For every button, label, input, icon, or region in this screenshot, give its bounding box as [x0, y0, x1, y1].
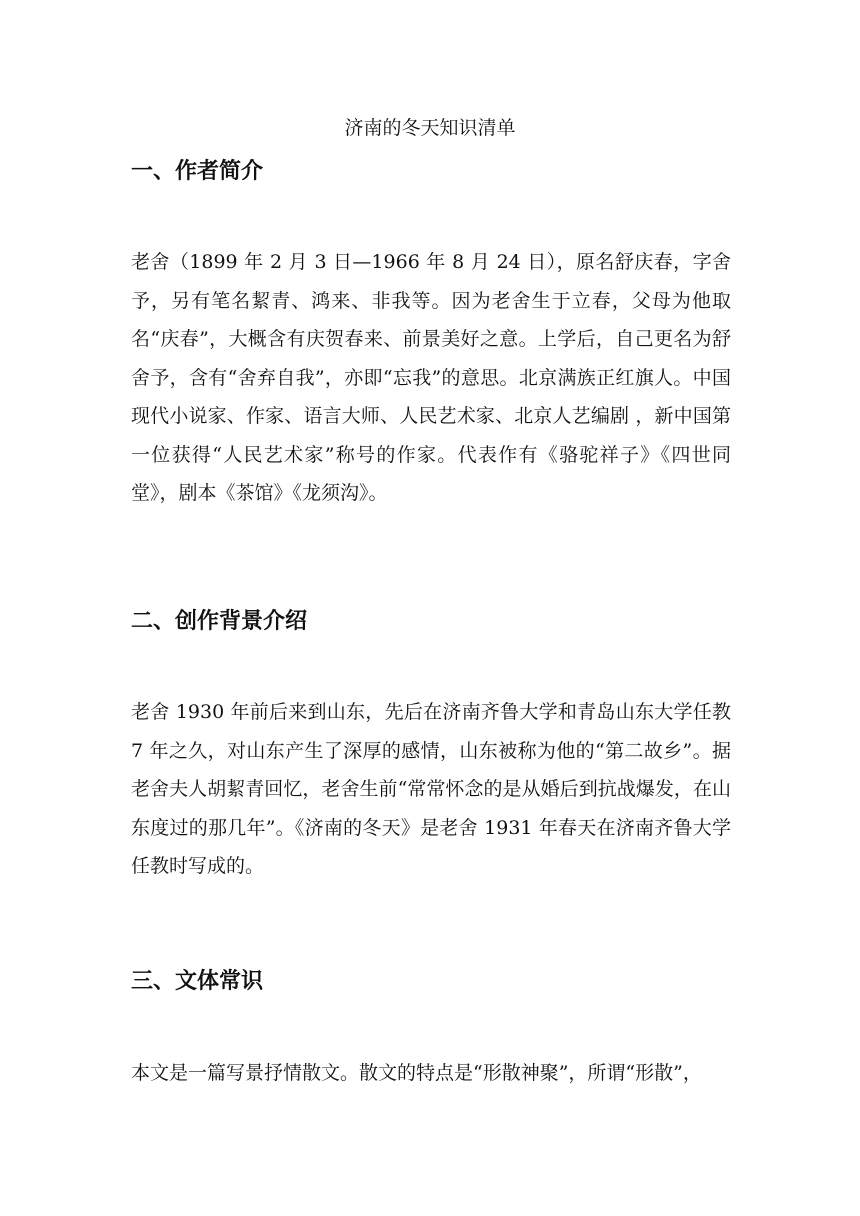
- document-title: 济南的冬天知识清单: [344, 117, 516, 139]
- section-body-background: 老舍 1930 年前后来到山东，先后在济南齐鲁大学和青岛山东大学任教 7 年之久，对山东产生了深厚的感情，山东被称为他的“第二故乡”。据老舍夫人胡絜青回忆，老舍生前“常常怀念的是从婚后到抗战爆发，在山东度过的那几年”。《济南的冬天》是老舍 1931 年春天在济南齐鲁大学任教时写成的。: [131, 701, 731, 877]
- section-heading-background: 二、创作背景介绍: [131, 609, 308, 634]
- section-heading-genre: 三、文体常识: [131, 969, 264, 994]
- section-body-author: 老舍（1899 年 2 月 3 日—1966 年 8 月 24 日），原名舒庆春，字舍予，另有笔名絜青、鸿来、非我等。因为老舍生于立春，父母为他取名“庆春”，大概含有庆贺春来、前景美好之意。上学后，自己更名为舒舍予，含有“舍弃自我”，亦即“忘我”的意思。北京满族正红旗人。中国现代小说家、作家、语言大师、人民艺术家、北京人艺编剧 ，新中国第一位获得“人民艺术家”称号的作家。代表作有《骆驼祥子》《四世同堂》，剧本《茶馆》《龙须沟》。: [131, 251, 731, 504]
- section-heading-author: 一、作者简介: [131, 159, 264, 184]
- section-body-genre: 本文是一篇写景抒情散文。散文的特点是“形散神聚”，所谓“形散”，: [131, 1062, 702, 1084]
